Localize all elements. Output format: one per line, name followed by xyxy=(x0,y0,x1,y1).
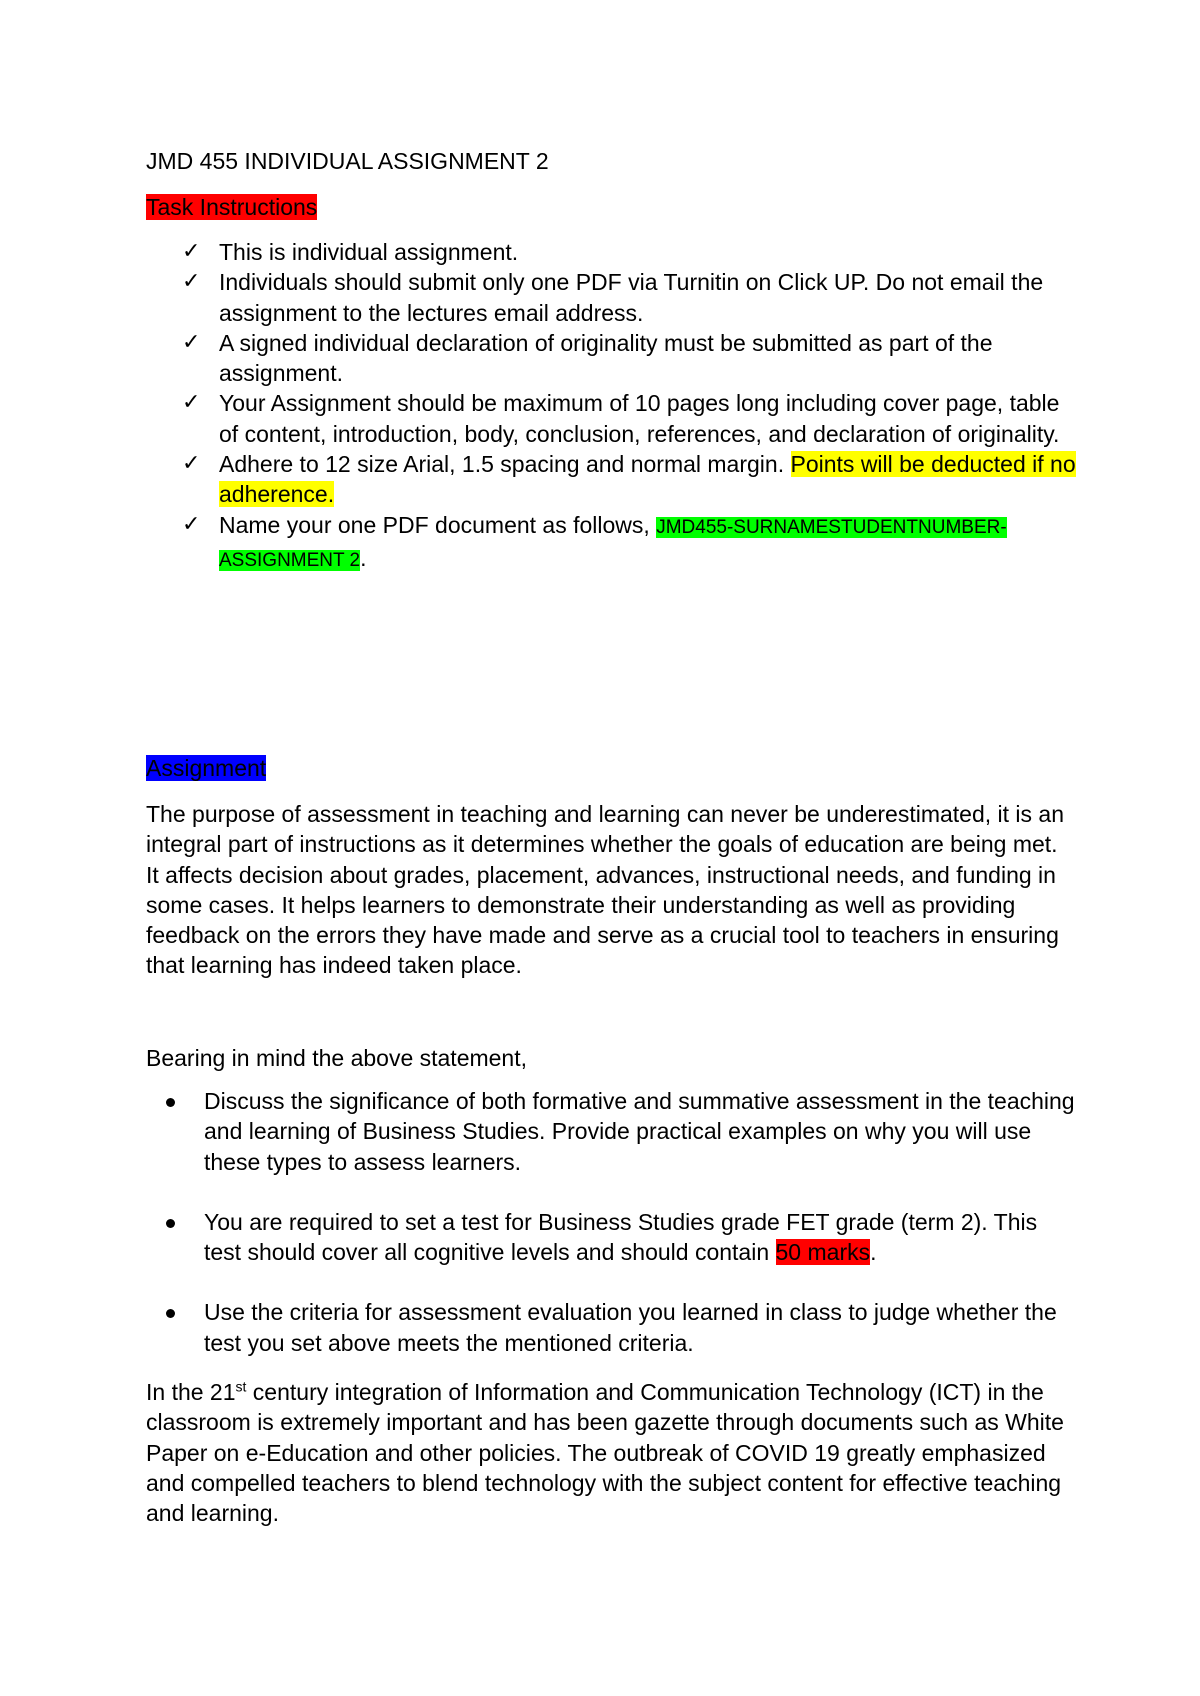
checkmark-icon: ✓ xyxy=(182,329,201,355)
list-item xyxy=(146,449,1076,510)
instruction-text: Name your one PDF document as follows, xyxy=(219,511,657,538)
bullet-icon xyxy=(166,1219,175,1228)
checkmark-icon: ✓ xyxy=(182,269,201,295)
list-item xyxy=(146,237,1076,267)
list-item xyxy=(146,388,1076,449)
assignment-heading xyxy=(146,753,266,783)
list-item xyxy=(146,328,1076,389)
ict-paragraph xyxy=(146,1377,1076,1528)
checkmark-icon: ✓ xyxy=(182,451,201,477)
list-item xyxy=(146,510,1076,577)
bullet-icon xyxy=(166,1098,175,1107)
penalty-warning: Points will be deducted if no adherence. xyxy=(219,451,1076,508)
instruction-text: Your Assignment should be maximum of 10 pages long including cover page, table of content, introduction, body, conclusion, references, and declaration of originality. xyxy=(219,390,1060,447)
purpose-paragraph: The purpose of assessment in teaching and learning can never be underestimated, it is an integral part of instructions as it determines whether the goals of education are being met. It affects decision about grades, placement, advances, instructional needs, and funding in some cases. It helps learners to demonstrate their understanding as well as providing feedback on the errors they have made and serve as a crucial tool to teachers in ensuring that learning has indeed taken place. xyxy=(146,801,1065,979)
instruction-text-end: . xyxy=(360,544,367,571)
list-item xyxy=(146,1207,1076,1268)
instruction-text: Adhere to 12 size Arial, 1.5 spacing and normal margin. xyxy=(219,451,791,478)
marks-highlight: 50 marks xyxy=(775,1239,871,1266)
ict-text-start: In the 21 xyxy=(146,1379,236,1405)
bullet-icon xyxy=(166,1309,175,1318)
task-instructions-heading xyxy=(146,192,317,222)
task-text: Use the criteria for assessment evaluation you learned in class to judge whether the test you set above meets the mentioned criteria. xyxy=(204,1299,1057,1356)
file-name-format: JMD455-SURNAMESTUDENTNUMBER-ASSIGNMENT 2 xyxy=(219,516,1007,571)
document-title: JMD 455 INDIVIDUAL ASSIGNMENT 2 xyxy=(146,148,549,174)
instruction-text: A signed individual declaration of originality must be submitted as part of the assignment. xyxy=(219,329,993,387)
checkmark-icon: ✓ xyxy=(182,390,201,416)
instruction-text: Individuals should submit only one PDF via Turnitin on Click UP. Do not email the assignment to the lectures email address. xyxy=(219,269,1044,326)
task-text-end: . xyxy=(870,1239,877,1266)
ordinal-suffix: st xyxy=(235,1378,247,1395)
instruction-text: This is individual assignment. xyxy=(219,239,519,265)
task-text: Discuss the significance of both formative and summative assessment in the teaching and learning of Business Studies. Provide practical examples on why you will use these types to assess learners. xyxy=(204,1088,1075,1175)
ict-text-rest: century integration of Information and Communication Technology (ICT) in the classroom is extremely important and has been gazette through documents such as White Paper on e-Education and other policies. The outbreak of COVID 19 greatly emphasized and compelled teachers to blend technology with the subject content for effective teaching and learning. xyxy=(146,1379,1064,1527)
task-instructions-label: Task Instructions xyxy=(146,194,318,220)
assignment-label: Assignment xyxy=(146,755,267,781)
task-bullets xyxy=(146,1086,1076,1358)
bearing-line: Bearing in mind the above statement, xyxy=(146,1045,528,1071)
checkmark-icon: ✓ xyxy=(182,511,201,537)
instructions-checklist xyxy=(146,237,1076,576)
list-item xyxy=(146,1086,1076,1177)
checkmark-icon: ✓ xyxy=(182,239,201,264)
list-item xyxy=(146,1297,1076,1358)
list-item xyxy=(146,267,1076,328)
task-text: You are required to set a test for Business Studies grade FET grade (term 2). This test should cover all cognitive levels and should contain xyxy=(204,1208,1038,1266)
